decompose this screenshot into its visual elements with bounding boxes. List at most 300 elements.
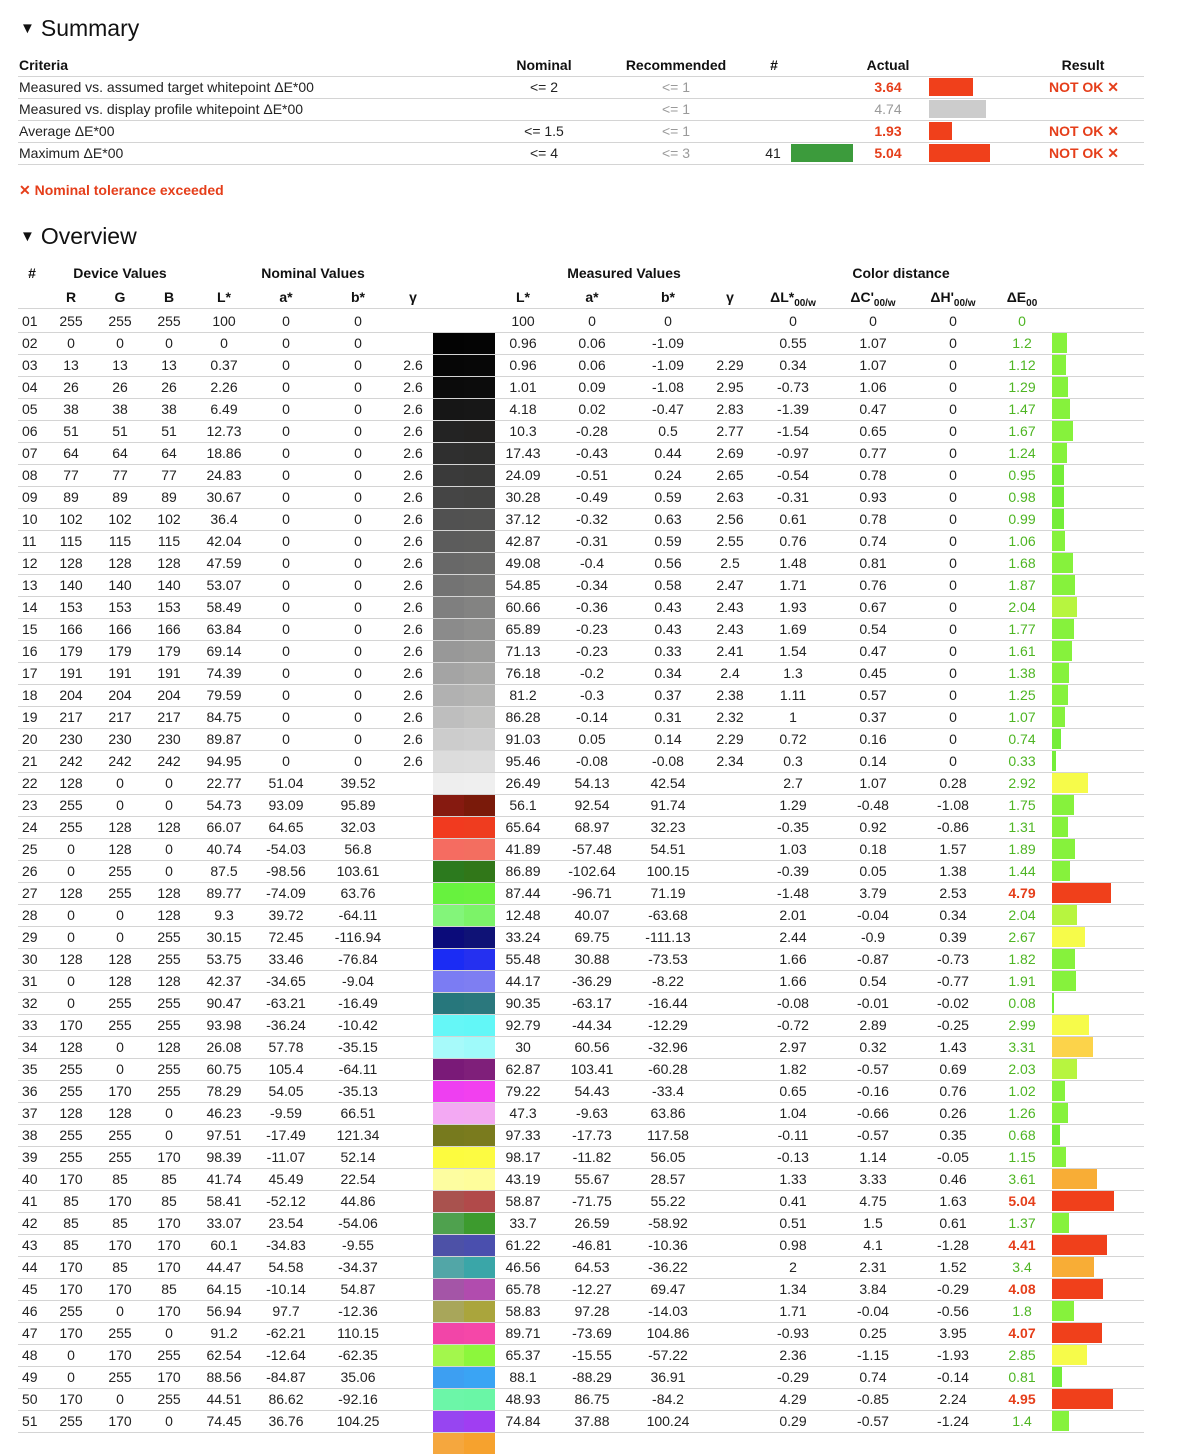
measured-gamma (712, 838, 748, 860)
measured-b: 32.23 (650, 819, 686, 835)
nominal-l: 24.83 (206, 467, 242, 483)
measured-a: 0.06 (578, 335, 606, 351)
nominal-a: -34.65 (266, 973, 306, 989)
patch-index: 31 (22, 973, 38, 989)
nominal-a: 0 (282, 753, 290, 769)
delta-e-bar (1052, 1169, 1097, 1189)
measured-a-header: a* (585, 289, 599, 305)
device-b: 85 (161, 1193, 177, 1209)
device-g: 191 (108, 665, 132, 681)
color-distance-header: Color distance (852, 265, 950, 281)
measured-a: -0.23 (576, 643, 608, 659)
device-r: 128 (59, 555, 83, 571)
measured-l: 17.43 (505, 445, 541, 461)
measured-gamma: 2.38 (716, 687, 744, 703)
delta-h: 0 (949, 401, 957, 417)
nominal-gamma: 2.6 (403, 665, 423, 681)
delta-l: 1 (789, 709, 797, 725)
nominal-l: 2.26 (210, 379, 238, 395)
delta-l: -0.72 (777, 1017, 809, 1033)
criteria-label: Maximum ΔE*00 (19, 145, 124, 161)
overview-row (18, 1212, 1144, 1235)
delta-h: 0.76 (939, 1083, 967, 1099)
delta-h: 0 (949, 445, 957, 461)
patch-index: 24 (22, 819, 38, 835)
nominal-l: 60.75 (206, 1061, 242, 1077)
nominal-b: 0 (354, 467, 362, 483)
overview-row (18, 794, 1144, 817)
device-g: 128 (108, 555, 132, 571)
nominal-l: 30.15 (206, 929, 242, 945)
delta-e: 0.33 (1008, 753, 1036, 769)
measured-l-header: L* (516, 289, 530, 305)
delta-e: 2.85 (1008, 1347, 1036, 1363)
delta-l: 2.44 (779, 929, 807, 945)
delta-c: 4.75 (859, 1193, 887, 1209)
measured-b: -16.44 (648, 995, 688, 1011)
delta-c: 0.67 (859, 599, 887, 615)
criteria-label: Measured vs. display profile whitepoint ΔE*00 (19, 101, 304, 117)
overview-row (18, 772, 1144, 795)
measured-a: 0.06 (578, 357, 606, 373)
delta-e-bar (1052, 619, 1074, 639)
measured-a: 26.59 (574, 1215, 610, 1231)
patch-index: 04 (22, 379, 38, 395)
measured-a: -0.14 (576, 709, 608, 725)
device-g: 140 (108, 577, 132, 593)
delta-c: 0.25 (859, 1325, 887, 1341)
delta-l-header: $\Delta L*_{00/w}$ (770, 289, 816, 309)
nominal-b: 66.51 (340, 1105, 376, 1121)
overview-row (18, 1146, 1144, 1169)
device-g: 0 (116, 1391, 124, 1407)
delta-e-bar (1052, 333, 1067, 353)
device-b: 170 (157, 1149, 181, 1165)
nominal-a: -34.83 (266, 1237, 306, 1253)
delta-l: -0.93 (777, 1325, 809, 1341)
measured-b: -36.22 (648, 1259, 688, 1275)
overview-row (18, 1278, 1144, 1301)
delta-h: 0 (949, 643, 957, 659)
measured-a: 86.75 (574, 1391, 610, 1407)
summary-heading[interactable] (20, 15, 139, 42)
nominal-gamma (398, 1102, 428, 1124)
device-b: 255 (157, 951, 181, 967)
collapse-triangle-icon[interactable]: ▼ (20, 228, 35, 245)
overview-row (18, 816, 1144, 839)
delta-c: 0.54 (859, 973, 887, 989)
device-g: 128 (108, 973, 132, 989)
measured-l: 10.3 (509, 423, 537, 439)
delta-e: 4.07 (1008, 1325, 1036, 1341)
device-r: 0 (67, 841, 75, 857)
device-r: 170 (59, 1017, 83, 1033)
device-b: 217 (157, 709, 181, 725)
device-b: 89 (161, 489, 177, 505)
delta-e: 1.24 (1008, 445, 1036, 461)
overview-heading[interactable] (20, 223, 137, 250)
measured-b: 0.34 (654, 665, 682, 681)
overview-row (18, 1366, 1144, 1389)
patch-index: 01 (22, 313, 38, 329)
summary-row (18, 76, 1144, 99)
device-b: 26 (161, 379, 177, 395)
delta-h: 0.46 (939, 1171, 967, 1187)
delta-c: -0.57 (857, 1127, 889, 1143)
overview-row (18, 1256, 1144, 1279)
delta-c: 0.16 (859, 731, 887, 747)
delta-l: 1.48 (779, 555, 807, 571)
collapse-triangle-icon[interactable]: ▼ (20, 20, 35, 37)
nominal-l: 88.56 (206, 1369, 242, 1385)
device-r: 0 (67, 335, 75, 351)
delta-c: 0 (869, 313, 877, 329)
nominal-gamma (398, 1366, 428, 1388)
nominal-a: 0 (282, 467, 290, 483)
delta-e: 2.99 (1008, 1017, 1036, 1033)
nominal-gamma (398, 1146, 428, 1168)
patch-index: 35 (22, 1061, 38, 1077)
delta-h: 0 (949, 753, 957, 769)
overview-group-header-row (18, 262, 1144, 284)
delta-e: 1.2 (1012, 335, 1032, 351)
nominal-gamma (398, 1168, 428, 1190)
nominal-gamma (398, 794, 428, 816)
measured-b: -12.29 (648, 1017, 688, 1033)
count-value (758, 98, 788, 120)
delta-h: 0 (949, 511, 957, 527)
patch-index: 07 (22, 445, 38, 461)
device-r: 170 (59, 1391, 83, 1407)
delta-h: 1.43 (939, 1039, 967, 1055)
device-b: 0 (165, 1127, 173, 1143)
nominal-b: 56.8 (344, 841, 372, 857)
nominal-a: 105.4 (268, 1061, 304, 1077)
device-r: 0 (67, 863, 75, 879)
delta-c: 0.57 (859, 687, 887, 703)
measured-a: -0.49 (576, 489, 608, 505)
delta-e: 2.03 (1008, 1061, 1036, 1077)
measured-l: 47.3 (509, 1105, 537, 1121)
measured-gamma: 2.55 (716, 533, 744, 549)
device-g: 0 (116, 929, 124, 945)
device-g: 0 (116, 1303, 124, 1319)
nominal-gamma (398, 1036, 428, 1058)
measured-b: -33.4 (652, 1083, 684, 1099)
delta-e-bar (1052, 1367, 1062, 1387)
measured-l: 76.18 (505, 665, 541, 681)
delta-e-bar (1052, 597, 1077, 617)
delta-c: 0.54 (859, 621, 887, 637)
delta-h: 0 (949, 423, 957, 439)
delta-h: 0 (949, 313, 957, 329)
recommended-value: <= 1 (661, 79, 691, 95)
measured-b: 0.59 (654, 489, 682, 505)
measured-l: 55.48 (505, 951, 541, 967)
nominal-a-header: a* (279, 289, 293, 305)
nominal-a: 0 (282, 401, 290, 417)
criteria-label: Measured vs. assumed target whitepoint ΔE*00 (19, 79, 314, 95)
nominal-gamma (398, 1300, 428, 1322)
nominal-a: 0 (282, 687, 290, 703)
nominal-l: 58.49 (206, 599, 242, 615)
nominal-gamma (398, 1080, 428, 1102)
delta-h: 0 (949, 379, 957, 395)
device-r: 0 (67, 1369, 75, 1385)
measured-b: -73.53 (648, 951, 688, 967)
delta-e-bar (1052, 1235, 1107, 1255)
overview-row (18, 486, 1144, 509)
nominal-b: 0 (354, 665, 362, 681)
delta-c: -0.9 (860, 929, 886, 945)
delta-c: -0.04 (857, 907, 889, 923)
measured-b: -111.13 (645, 929, 691, 945)
nominal-a: -54.03 (266, 841, 306, 857)
measured-gamma (712, 1212, 748, 1234)
delta-l: -0.11 (777, 1127, 809, 1143)
nominal-b: 32.03 (340, 819, 376, 835)
device-g: 51 (112, 423, 128, 439)
nominal-gamma (398, 1124, 428, 1146)
nominal-gamma: 2.6 (403, 555, 423, 571)
delta-c: 0.05 (859, 863, 887, 879)
device-r: 0 (67, 907, 75, 923)
delta-c: 0.37 (859, 709, 887, 725)
measured-b: 28.57 (650, 1171, 686, 1187)
delta-l: 1.34 (779, 1281, 807, 1297)
patch-index: 37 (22, 1105, 38, 1121)
device-r: 77 (63, 467, 79, 483)
device-g: 85 (112, 1171, 128, 1187)
measured-gamma: 2.47 (716, 577, 744, 593)
delta-l: 0.41 (779, 1193, 807, 1209)
measured-l: 87.44 (505, 885, 541, 901)
count-bar (791, 144, 853, 162)
nominal-l: 90.47 (206, 995, 242, 1011)
device-r: 170 (59, 1281, 83, 1297)
delta-h: 0.34 (939, 907, 967, 923)
measured-gamma (712, 1146, 748, 1168)
nominal-a: 72.45 (268, 929, 304, 945)
delta-l: 0.51 (779, 1215, 807, 1231)
patch-index: 23 (22, 797, 38, 813)
delta-h: -0.14 (937, 1369, 969, 1385)
device-g: 242 (108, 753, 132, 769)
delta-h: 1.63 (939, 1193, 967, 1209)
delta-e: 4.08 (1008, 1281, 1036, 1297)
measured-l: 65.37 (505, 1347, 541, 1363)
measured-b: 0.43 (654, 621, 682, 637)
measured-gamma: 2.56 (716, 511, 744, 527)
nominal-gamma: 2.6 (403, 687, 423, 703)
delta-c: -0.01 (857, 995, 889, 1011)
device-r: 26 (63, 379, 79, 395)
patch-index: 03 (22, 357, 38, 373)
measured-l: 89.71 (505, 1325, 541, 1341)
delta-l: -0.73 (777, 379, 809, 395)
delta-e-header: $\Delta E_{00}$ (1006, 289, 1038, 309)
delta-e: 4.41 (1008, 1237, 1036, 1253)
device-g: 204 (108, 687, 132, 703)
nominal-a: 86.62 (268, 1391, 304, 1407)
measured-gamma (712, 1388, 748, 1410)
patch-index: 43 (22, 1237, 38, 1253)
measured-l: 65.64 (505, 819, 541, 835)
measured-b: -8.22 (652, 973, 684, 989)
device-r: 140 (59, 577, 83, 593)
nominal-b: -10.42 (338, 1017, 378, 1033)
device-b: 0 (165, 1105, 173, 1121)
measured-gamma (712, 1278, 748, 1300)
device-r: 255 (59, 1149, 83, 1165)
nominal-gamma (398, 1234, 428, 1256)
overview-row (18, 640, 1144, 663)
delta-e-bar (1052, 949, 1075, 969)
nominal-b: 104.25 (336, 1413, 380, 1429)
measured-l: 0.96 (509, 357, 537, 373)
device-g: 255 (108, 1127, 132, 1143)
measured-a: 69.75 (574, 929, 610, 945)
overview-row (18, 354, 1144, 377)
device-b: 170 (157, 1369, 181, 1385)
nominal-gamma: 2.6 (403, 577, 423, 593)
device-g: 170 (108, 1347, 132, 1363)
measured-l: 30 (515, 1039, 531, 1055)
measured-b: 91.74 (650, 797, 686, 813)
delta-e: 2.92 (1008, 775, 1036, 791)
nominal-a: -62.21 (266, 1325, 306, 1341)
delta-l: 1.54 (779, 643, 807, 659)
device-g: 255 (108, 885, 132, 901)
delta-e: 1.77 (1008, 621, 1036, 637)
delta-h: -0.02 (937, 995, 969, 1011)
nominal-a: 93.09 (268, 797, 304, 813)
delta-c: 1.07 (859, 775, 887, 791)
measured-b: 71.19 (650, 885, 686, 901)
delta-l: 0.61 (779, 511, 807, 527)
device-r: 217 (59, 709, 83, 725)
delta-e: 1.47 (1008, 401, 1036, 417)
nominal-l: 79.59 (206, 687, 242, 703)
nominal-b: 110.15 (337, 1325, 379, 1341)
delta-l: 2.01 (779, 907, 807, 923)
measured-b: 0.37 (654, 687, 682, 703)
nominal-a: 36.76 (268, 1413, 304, 1429)
measured-l: 95.46 (505, 753, 541, 769)
device-b: 0 (165, 1413, 173, 1429)
nominal-b: -35.15 (338, 1039, 378, 1055)
recommended-header: Recommended (625, 57, 727, 73)
device-g: 153 (108, 599, 132, 615)
patch-index: 33 (22, 1017, 38, 1033)
device-r: 0 (67, 973, 75, 989)
delta-l: 1.3 (783, 665, 803, 681)
delta-e-bar (1052, 355, 1066, 375)
nominal-b: -16.49 (338, 995, 378, 1011)
nominal-a: -9.59 (270, 1105, 302, 1121)
delta-e: 1.4 (1012, 1413, 1032, 1429)
delta-h: 0.69 (939, 1061, 967, 1077)
delta-e: 0.81 (1008, 1369, 1036, 1385)
overview-row (18, 398, 1144, 421)
nominal-l: 18.86 (206, 445, 242, 461)
delta-e-bar (1052, 927, 1085, 947)
measured-a: 0.02 (578, 401, 606, 417)
nominal-l: 62.54 (206, 1347, 242, 1363)
overview-row (18, 684, 1144, 707)
delta-c: 0.47 (859, 643, 887, 659)
delta-e: 1.38 (1008, 665, 1036, 681)
device-g: 217 (108, 709, 132, 725)
device-r: 0 (67, 1347, 75, 1363)
device-g: 166 (108, 621, 132, 637)
nominal-gamma: 2.6 (403, 533, 423, 549)
delta-e-bar (1052, 1081, 1065, 1101)
delta-c: -0.85 (857, 1391, 889, 1407)
device-r: 128 (59, 775, 83, 791)
delta-l: -0.13 (777, 1149, 809, 1165)
measured-b: -10.36 (648, 1237, 688, 1253)
nominal-b: 95.89 (340, 797, 376, 813)
overview-row (18, 1388, 1144, 1411)
measured-l: 56.1 (509, 797, 537, 813)
overview-column-header-row (18, 286, 1144, 309)
delta-c: 1.07 (859, 335, 887, 351)
delta-e: 5.04 (1008, 1193, 1036, 1209)
summary-row (18, 98, 1144, 121)
delta-c: 2.89 (859, 1017, 887, 1033)
measured-a: -0.31 (576, 533, 608, 549)
nominal-a: 64.65 (268, 819, 304, 835)
nominal-a: 0 (282, 511, 290, 527)
delta-l: 1.66 (779, 973, 807, 989)
count-value: 41 (765, 145, 781, 161)
device-r: 85 (63, 1215, 79, 1231)
nominal-a: 23.54 (268, 1215, 304, 1231)
measured-a: -46.81 (572, 1237, 612, 1253)
device-b: 64 (161, 445, 177, 461)
device-g: 128 (108, 951, 132, 967)
delta-c: 3.79 (859, 885, 887, 901)
nominal-gamma: 2.6 (403, 445, 423, 461)
patch-index: 29 (22, 929, 38, 945)
delta-h: 0.35 (939, 1127, 967, 1143)
delta-h: 0 (949, 555, 957, 571)
patch-index: 45 (22, 1281, 38, 1297)
measured-l: 100 (511, 313, 535, 329)
nominal-a: -98.56 (266, 863, 306, 879)
delta-e-bar (1052, 487, 1064, 507)
overview-row (18, 904, 1144, 927)
patch-index: 48 (22, 1347, 38, 1363)
measured-gamma: 2.83 (716, 401, 744, 417)
measured-gamma (712, 948, 748, 970)
patch-index: 16 (22, 643, 38, 659)
nominal-l: 40.74 (206, 841, 242, 857)
measured-a: -0.23 (576, 621, 608, 637)
measured-l: 33.7 (509, 1215, 537, 1231)
nominal-l: 87.5 (210, 863, 238, 879)
delta-h: -0.73 (937, 951, 969, 967)
device-b: 128 (157, 819, 181, 835)
measured-a: -44.34 (572, 1017, 612, 1033)
nominal-header: Nominal (516, 57, 572, 73)
delta-e: 1.75 (1008, 797, 1036, 813)
delta-e-bar (1052, 663, 1069, 683)
patch-index: 06 (22, 423, 38, 439)
delta-h: 2.53 (939, 885, 967, 901)
device-b: 77 (161, 467, 177, 483)
